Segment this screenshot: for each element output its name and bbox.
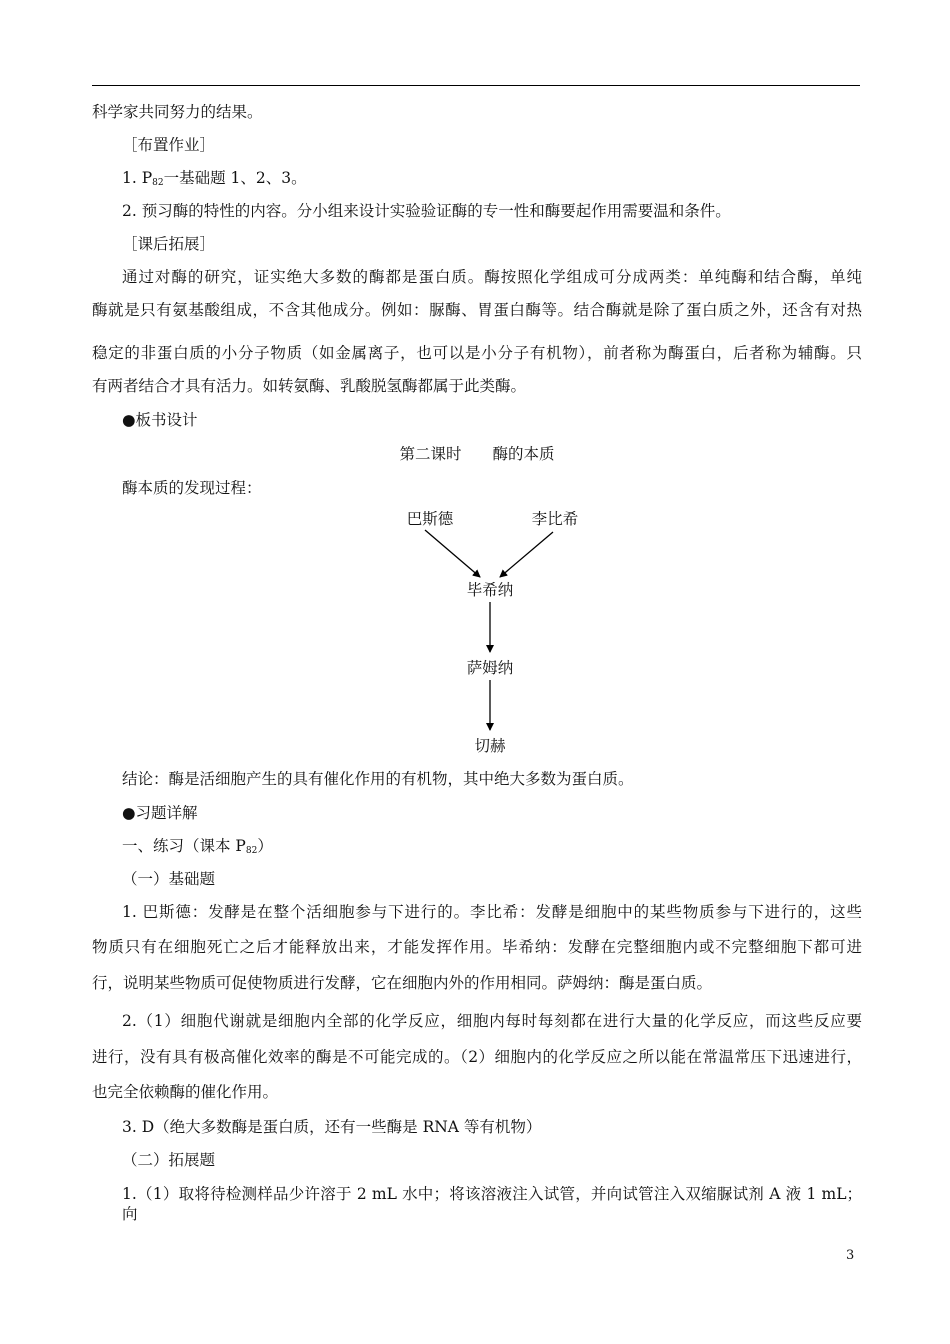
board-title: 第二课时 酶的本质 bbox=[399, 445, 555, 463]
text-line: 一、练习（课本 $P_{82}$） bbox=[122, 837, 273, 856]
header-rule bbox=[92, 85, 860, 86]
text-line: 2.（1）细胞代谢就是细胞内全部的化学反应，细胞内每时每刻都在进行大量的化学反应，而这些反应要 bbox=[122, 1012, 862, 1030]
text-line: 物质只有在细胞死亡之后才能释放出来，才能发挥作用。毕希纳：发酵在完整细胞内或不完整细胞下都可进 bbox=[92, 938, 862, 956]
conclusion-line: 结论：酶是活细胞产生的具有催化作用的有机物，其中绝大多数为蛋白质。 bbox=[122, 770, 634, 788]
node-cech: 切赫 bbox=[474, 737, 506, 755]
text-line: 行，说明某些物质可促使物质进行发酵，它在细胞内外的作用相同。萨姆纳：酶是蛋白质。 bbox=[92, 974, 713, 992]
text-line: 2. 预习酶的特性的内容。分小组来设计实验验证酶的专一性和酶要起作用需要温和条件。 bbox=[122, 202, 731, 220]
text-line: 通过对酶的研究，证实绝大多数的酶都是蛋白质。酶按照化学组成可分成两类：单纯酶和结合酶，单纯 bbox=[122, 268, 862, 286]
page-number: 3 bbox=[846, 1248, 855, 1263]
section-heading-board-design: ●板书设计 bbox=[122, 411, 198, 429]
text-line: 3. D（绝大多数酶是蛋白质，还有一些酶是 RNA 等有机物） bbox=[122, 1118, 542, 1136]
section-heading-homework: ［布置作业］ bbox=[122, 136, 216, 154]
flow-arrows bbox=[380, 505, 600, 760]
text-line: （二）拓展题 bbox=[122, 1151, 216, 1169]
text-line: 也完全依赖酶的催化作用。 bbox=[92, 1083, 279, 1101]
node-pasteur: 巴斯德 bbox=[406, 510, 454, 528]
text-line: 科学家共同努力的结果。 bbox=[92, 103, 263, 121]
text-line: 1. $P_{82}$一基础题 1、2、3。 bbox=[122, 169, 307, 188]
node-buchner: 毕希纳 bbox=[466, 581, 514, 599]
section-heading-extension: ［课后拓展］ bbox=[122, 235, 216, 253]
text-line: 进行，没有具有极高催化效率的酶是不可能完成的。（2）细胞内的化学反应之所以能在常温常压下迅速进行， bbox=[92, 1048, 862, 1066]
text-line: （一）基础题 bbox=[122, 870, 216, 888]
text-line: 酶就是只有氨基酸组成，不含其他成分。例如：脲酶、胃蛋白酶等。结合酶就是除了蛋白质之外，还含有对热 bbox=[92, 301, 862, 319]
text-line: 1.（1）取将待检测样品少许溶于 2 mL 水中；将该溶液注入试管，并向试管注入双缩脲试剂 A 液 1 mL；向 bbox=[122, 1185, 862, 1223]
arrow-pasteur-to-buchner bbox=[425, 530, 480, 577]
arrow-liebig-to-buchner bbox=[500, 532, 553, 577]
text-line: 酶本质的发现过程： bbox=[122, 479, 262, 497]
text-line: 有两者结合才具有活力。如转氨酶、乳酸脱氢酶都属于此类酶。 bbox=[92, 377, 527, 395]
text-line: 1. 巴斯德：发酵是在整个活细胞参与下进行的。李比希：发酵是细胞中的某些物质参与下进行的，这些 bbox=[122, 903, 862, 921]
discovery-flow-diagram bbox=[380, 505, 600, 760]
node-liebig: 李比希 bbox=[531, 510, 579, 528]
section-heading-exercises: ●习题详解 bbox=[122, 804, 198, 822]
text-line: 稳定的非蛋白质的小分子物质（如金属离子，也可以是小分子有机物），前者称为酶蛋白，后者称为辅酶。只 bbox=[92, 344, 862, 362]
node-sumner: 萨姆纳 bbox=[466, 659, 514, 677]
